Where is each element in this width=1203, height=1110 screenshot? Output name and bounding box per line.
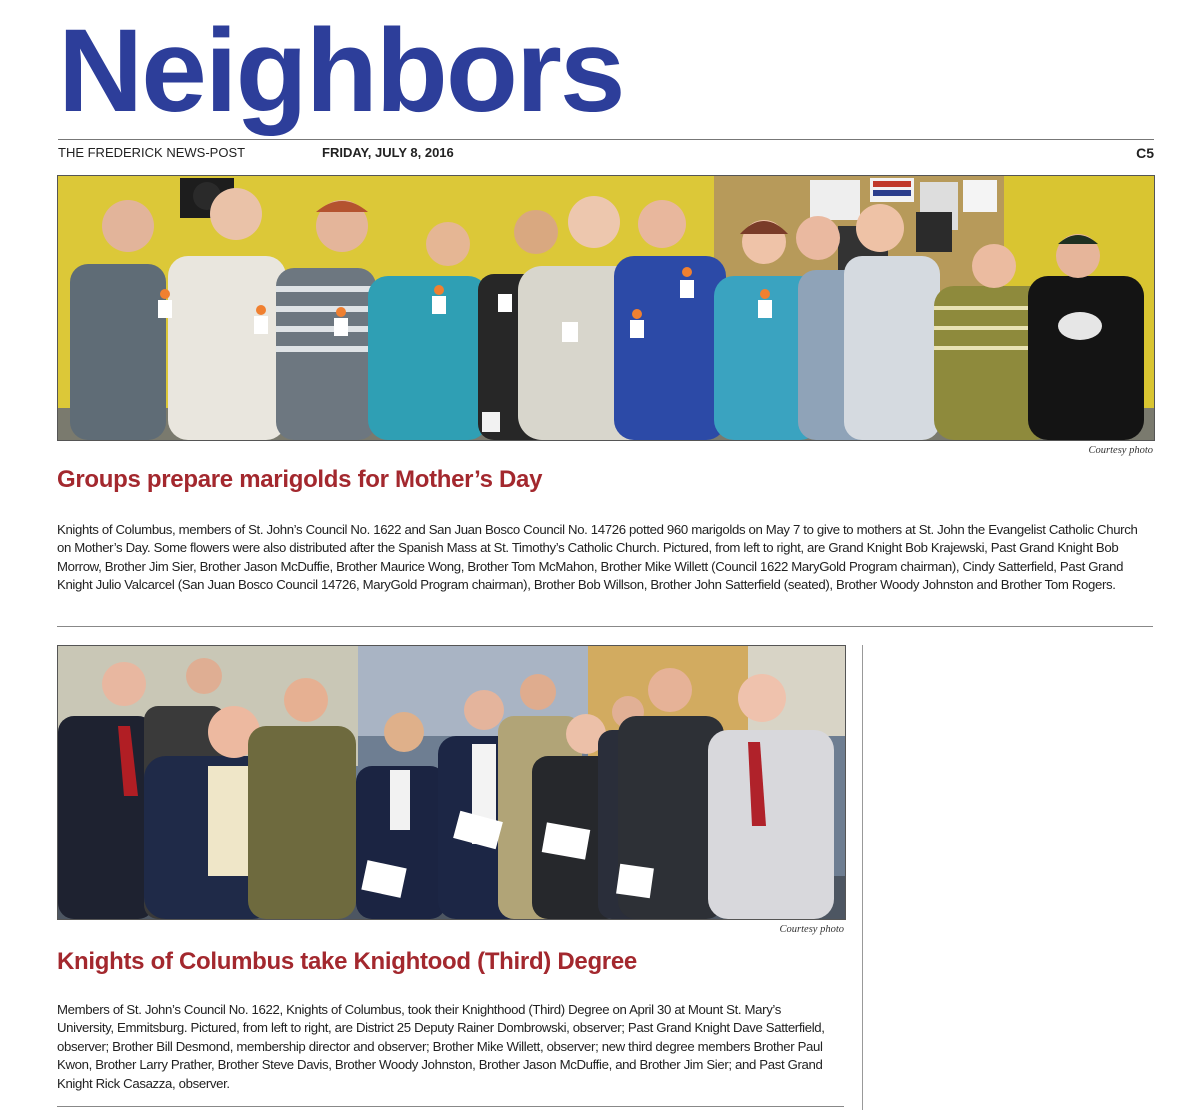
story-body-knighthood: Members of St. John’s Council No. 1622, Knights of Columbus, took their Knighthood (Third) Degree on April 30 at Mount St. Mary’s University, Emmitsburg. Pictured, from left to right, are District 25 Deputy Rainer Dombrowski, observer; Past Grand Knight Dave Satterfield, observer; Brother Bill Desmond, membership director and observer; Brother Mike Willett, observer; new third degree members Brother Paul Kwon, Brother Larry Prather, Brother Steve Davis, Brother Woody Johnston, Brother Jason McDuffie, and Brother Jim Sier; and Past Grand Knight Rick Casazza, observer. [57,1002,825,1091]
column-divider [862,645,863,1110]
headline-knighthood: Knights of Columbus take Knightood (Third) Degree [57,948,637,975]
story-body-marigolds: Knights of Columbus, members of St. John’s Council No. 1622 and San Juan Bosco Council No. 14726 potted 960 marigolds on May 7 to give to mothers at St. John the Evangelist Catholic Church on Mother’s Day. Some flowers were also distributed after the Spanish Mass at St. Timothy’s Catholic Church. Pictured, from left to right, are Grand Knight Bob Krajewski, Past Grand Knight Bob Morrow, Brother Jim Sier, Brother Jason McDuffie, Brother Maurice Wong, Brother Tom McMahon, Brother Mike Willett (Council 1622 MaryGold Program chairman), Cindy Satterfield, Past Grand Knight Julio Valcarcel (San Juan Bosco Council 14726, MaryGold Program chairman), Brother Bob Willson, Brother John Satterfield (seated), Brother Woody Johnston and Brother Tom Rogers. [57,522,1138,593]
publication-date: FRIDAY, JULY 8, 2016 [322,145,454,160]
knighthood-group-photo [57,645,846,920]
photo-credit-2: Courtesy photo [779,924,844,935]
page-number: C5 [1136,145,1154,161]
photo-credit-1: Courtesy photo [1088,445,1153,456]
marigolds-group-photo [57,175,1155,441]
header-rule [58,139,1154,140]
headline-marigolds: Groups prepare marigolds for Mother’s Day [57,466,543,493]
paper-name: THE FREDERICK NEWS-POST [58,145,246,160]
section-divider [57,626,1153,627]
bottom-rule [57,1106,844,1107]
section-masthead: Neighbors [58,5,624,137]
